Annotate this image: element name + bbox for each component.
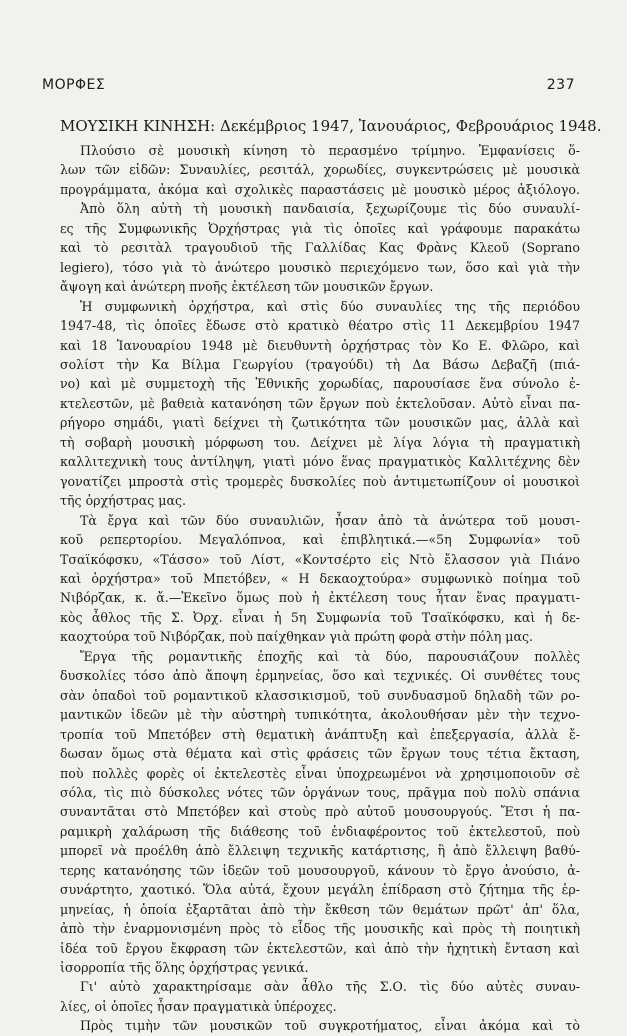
running-head-title: ΜΟΡΦΕΣ [42, 77, 106, 93]
text-line: ἀπὸ τὴν ἐναρμονισμένη πρὸς τὸ εἶδος τῆς μουσικῆς καὶ πρὸς τὴ ποιητικὴ [60, 921, 580, 937]
text-line: 1947-48, τὶς ὁποῖες ἔδωσε στὸ κρατικὸ θέατρο στὶς 11 Δεκεμβρίου 1947 [60, 318, 580, 334]
text-line: δυσκολίες τόσο ἀπὸ ἄποψη ἑρμηνείας, ὅσο καὶ τεχνικές. Οἱ συνθέτες τους [60, 668, 580, 684]
text-line: Πρὸς τιμὴν τῶν μουσικῶν τοῦ συγκροτήματος, εἶναι ἀκόμα καὶ τὸ [80, 1018, 580, 1034]
text-line: ἄψογη καὶ ἀνώτερη πνοῆς ἐκτέλεση τῶν μουσικῶν ἔργων. [60, 279, 434, 295]
text-line: ἰσορροπία τῆς ὅλης ὀρχήστρας γενικά. [60, 960, 309, 976]
page-number: 237 [546, 77, 575, 93]
text-line: σόλα, τὶς πιὸ δύσκολες νότες τῶν ὀργάνων τους, πρᾶγμα ποὺ πολὺ σπάνια [60, 784, 580, 800]
running-head [42, 77, 575, 93]
text-line: Ἀπὸ ὅλη αὐτὴ τὴ μουσικὴ πανδαισία, ξεχωρίζουμε τὶς δύο συναυλί- [80, 201, 580, 217]
text-line: δωσαν ὅμως στὰ θέματα καὶ στὶς φράσεις τῶν ἔργων τους τέτια ἔκταση, [60, 746, 580, 762]
text-line: τῆς ὀρχήστρας μας. [60, 493, 187, 509]
text-line: καοχτούρα τοῦ Νιβόρζακ, ποὺ παίχθηκαν γιὰ πρώτη φορὰ στὴν πόλη μας. [60, 629, 534, 645]
text-line: ρήγορο σημάδι, γιατὶ δείχνει τὴ ζωτικότητα τῶν μουσικῶν μας, ἀλλὰ καὶ [60, 415, 580, 431]
text-line: ες τῆς Συμφωνικῆς Ὀρχήστρας γιὰ τὶς ὁποῖες καὶ γράφουμε παρακάτω [60, 220, 580, 236]
text-line: μπορεῖ νὰ προέλθη ἀπὸ ἔλλειψη τεχνικῆς κατάρτισης, ἢ ἀπὸ ἔλλειψη βαθύ- [60, 843, 580, 859]
text-line: Γι' αὐτὸ χαρακτηρίσαμε σὰν ἆθλο τῆς Σ.Ο. τὶς δύο αὐτὲς συναυ- [80, 979, 580, 995]
text-line: μαντικῶν ἰδεῶν μὲ τὴν αὐστηρὴ τυπικότητα, ἀκολουθήσαν μὲν τὴν τεχνο- [60, 707, 580, 723]
text-line: τὴ σοβαρὴ μουσικὴ μόρφωση του. Δείχνει μὲ λίγα λόγια τὴ πραγματικὴ [60, 434, 580, 450]
text-line: συνάρτητο, χαοτικό. Ὅλα αὐτά, ἔχουν μεγάλη ἐπίδραση στὸ ζήτημα τῆς ἑρ- [60, 882, 580, 898]
text-line: Ἡ συμφωνικὴ ὀρχήστρα, καὶ στὶς δύο συναυλίες της τῆς περιόδου [80, 298, 580, 314]
text-line: Νιβόρζακ, κ. ἄ.—Ἐκεῖνο ὅμως ποὺ ἡ ἐκτέλεση τους ἦταν ἕνας πραγματι- [60, 590, 580, 606]
text-line: καὶ 18 Ἰανουαρίου 1948 μὲ διευθυντὴ ὀρχήστρας τὸν Κο Ε. Φλῶρο, καὶ [60, 337, 580, 353]
text-line: καλλιτεχνικὴ τους ἀντίληψη, γιατὶ μόνο ἕνας πραγματικὸς Καλλιτέχνης δὲν [60, 454, 580, 470]
text-line: κὸς ἆθλος τῆς Σ. Ὀρχ. εἶναι ἡ 5η Συμφωνία τοῦ Τσαϊκόφσκυ, καὶ ἡ δε- [60, 609, 580, 625]
section-heading: ΜΟΥΣΙΚΗ ΚΙΝΗΣΗ: Δεκέμβριος 1947, Ἰανουάριος, Φεβρουάριος 1948. [60, 117, 602, 135]
text-line: προγράμματα, ἀκόμα καὶ σχολικὲς παραστάσεις μὲ μουσικὸ μέρος ἀξιόλογο. [60, 181, 580, 197]
text-line: λίες, οἱ ὁποῖες ἦσαν πραγματικὰ ὑπέροχες. [60, 998, 337, 1014]
text-line: σολίστ τὴν Κα Βίλμα Γεωργίου (τραγούδι) τὴ Δα Βάσω Δεβαζῆ (πιά- [60, 356, 580, 372]
text-line: γονατίζει μπροστὰ στὶς τρομερὲς δυσκολίες ποὺ ἀντιμετωπίζουν οἱ μουσικοὶ [60, 473, 580, 489]
text-line: κτελεστῶν, μὲ βαθειὰ κατανόηση τῶν ἔργων ποὺ ἐκτελοῦσαν. Αὐτὸ εἶναι πα- [60, 395, 580, 411]
text-line: Τσαϊκόφσκυ, «Τάσσο» τοῦ Λίστ, «Κοντσέρτο εἰς Ντὸ ἔλασσον γιὰ Πιάνο [60, 551, 580, 567]
text-line: λων τῶν εἰδῶν: Συναυλίες, ρεσιτάλ, χορωδίες, συγκεντρώσεις μὲ μουσικὰ [60, 162, 580, 178]
text-line: καὶ ὀρχήστρα» τοῦ Μπετόβεν, « Η δεκαοχτούρα» συμφωνικὸ ποίημα τοῦ [60, 570, 580, 586]
text-line: μηνείας, ἡ ὁποία ἐξαρτᾶται ἀπὸ τὴν ἔκθεση τῶν θεμάτων πρῶτ' ἀπ' ὅλα, [60, 901, 580, 917]
text-line: Ἔργα τῆς ρομαντικῆς ἐποχῆς καὶ τὰ δύο, παρουσιάζουν πολλὲς [80, 648, 580, 664]
text-line: καὶ τὸ ρεσιτὰλ τραγουδιοῦ τῆς Γαλλίδας Κας Φρὰνς Κλεοῦ (Soprano [60, 240, 580, 256]
text-line: τερης κατανόησης τῶν ἰδεῶν τοῦ μουσουργοῦ, κάνουν τὸ ἔργο ἀνούσιο, ἀ- [60, 862, 580, 878]
text-line: Πλούσιο σὲ μουσικὴ κίνηση τὸ περασμένο τρίμηνο. Ἐμφανίσεις ὅ- [80, 143, 580, 158]
text-line: κοῦ ρεπερτορίου. Μεγαλόπνοα, καὶ ἐπιβλητικά.—«5η Συμφωνία» τοῦ [60, 532, 580, 548]
text-line: ποὺ πολλὲς φορὲς οἱ ἐκτελεστὲς εἶναι ὑποχρεωμένοι νὰ χρησιμοποιοῦν σὲ [60, 765, 580, 781]
text-line: σὰν ὁπαδοὶ τοῦ ρομαντικοῦ κλασσικισμοῦ, τοῦ συνδυασμοῦ δηλαδὴ τῶν ρο- [60, 687, 580, 703]
text-line: ἰδέα τοῦ ἔργου ἔκφραση τῶν ἐκτελεστῶν, καὶ ἀπὸ τὴν ἠχητικὴ ἔνταση καὶ [60, 940, 580, 956]
text-line: τροπία τοῦ Μπετόβεν στὴ θεματικὴ ἀνάπτυξη καὶ ἐπεξεργασία, ἀλλὰ ἔ- [60, 726, 580, 742]
text-line: ραμικρὴ χαλάρωση τῆς διάθεσης τοῦ ἐνδιαφέροντος τοῦ ἐκτελεστοῦ, ποὺ [60, 823, 580, 839]
text-line: legiero), τόσο γιὰ τὸ ἀνώτερο μουσικὸ περιεχόμενο των, ὅσο καὶ γιὰ τὴν [60, 259, 580, 275]
text-line: συναντᾶται στὸ Μπετόβεν καὶ στοὺς πρὸ αὐτοῦ μουσουργούς. Ἔτσι ἡ πα- [60, 804, 580, 820]
text-line: νο) καὶ μὲ συμμετοχὴ τῆς Ἐθνικῆς χορωδίας, παρουσίασε ἕνα σύνολο ἐ- [60, 376, 580, 392]
article-body [60, 141, 580, 1036]
text-line: Τὰ ἔργα καὶ τῶν δύο συναυλιῶν, ἦσαν ἀπὸ τὰ ἀνώτερα τοῦ μουσι- [80, 512, 580, 528]
